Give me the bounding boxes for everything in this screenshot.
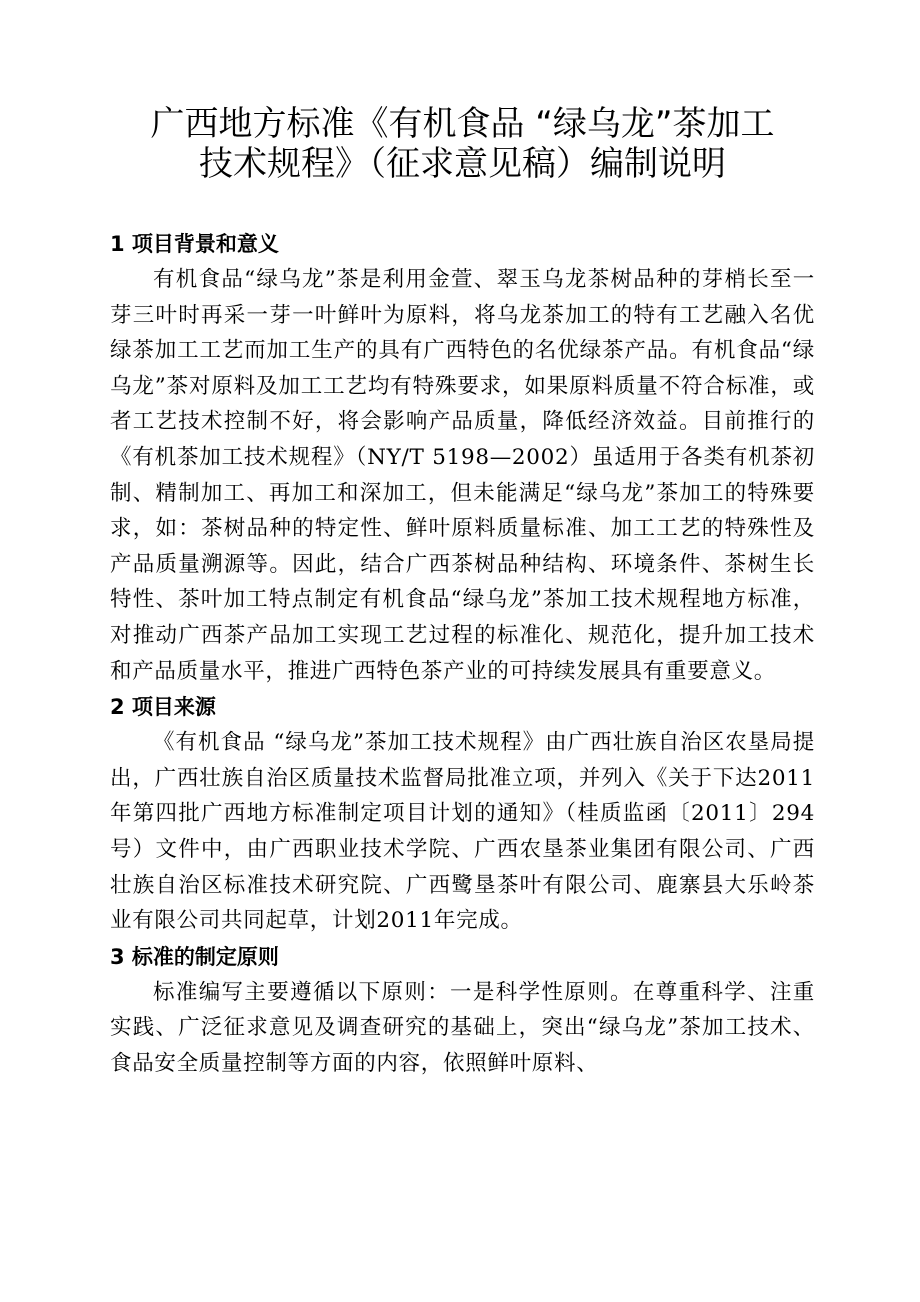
- section-principles: [110, 939, 815, 1082]
- title-line-1: 广西地方标准《有机食品 “绿乌龙”茶加工: [150, 104, 775, 144]
- section-heading: 2 项目来源: [110, 695, 216, 720]
- section-heading: 1 项目背景和意义: [110, 232, 279, 256]
- title-line-2: 技术规程》（征求意见稿）编制说明: [199, 144, 726, 184]
- section-heading: 3 标准的制定原则: [110, 944, 279, 969]
- section-paragraph: 标准编写主要遵循以下原则：一是科学性原则。在尊重科学、注重实践、广泛征求意见及调查研究的基础上，突出“绿乌龙”茶加工技术、食品安全质量控制等方面的内容，依照鲜叶原料、: [110, 979, 815, 1076]
- section-source: [110, 689, 815, 939]
- section-paragraph: 《有机食品 “绿乌龙”茶加工技术规程》由广西壮族自治区农垦局提出，广西壮族自治区质量技术监督局批准立项，并列入《关于下达2011年第四批广西地方标准制定项目计划的通知》（桂质监函〔2011〕294号）文件中，由广西职业技术学院、广西农垦茶业集团有限公司、广西壮族自治区标准技术研究院、广西鹭垦茶叶有限公司、鹿寨县大乐岭茶业有限公司共同起草，计划2011年完成。: [110, 730, 815, 934]
- section-paragraph: 有机食品“绿乌龙”茶是利用金萱、翠玉乌龙茶树品种的芽梢长至一芽三叶时再采一芽一叶鲜叶为原料，将乌龙茶加工的特有工艺融入名优绿茶加工工艺而加工生产的具有广西特色的名优绿茶产品。有机食品“绿乌龙”茶对原料及加工工艺均有特殊要求，如果原料质量不符合标准，或者工艺技术控制不好，将会影响产品质量，降低经济效益。目前推行的《有机茶加工技术规程》（NY/T 5198—2002）虽适用于各类有机茶初制、精制加工、再加工和深加工，但未能满足“绿乌龙”茶加工的特殊要求，如：茶树品种的特定性、鲜叶原料质量标准、加工工艺的特殊性及产品质量溯源等。因此，结合广西茶树品种结构、环境条件、茶树生长特性、茶叶加工特点制定有机食品“绿乌龙”茶加工技术规程地方标准，对推动广西茶产品加工实现工艺过程的标准化、规范化，提升加工技术和产品质量水平，推进广西特色茶产业的可持续发展具有重要意义。: [110, 267, 815, 684]
- document-title: [110, 104, 815, 184]
- section-background: [110, 226, 815, 689]
